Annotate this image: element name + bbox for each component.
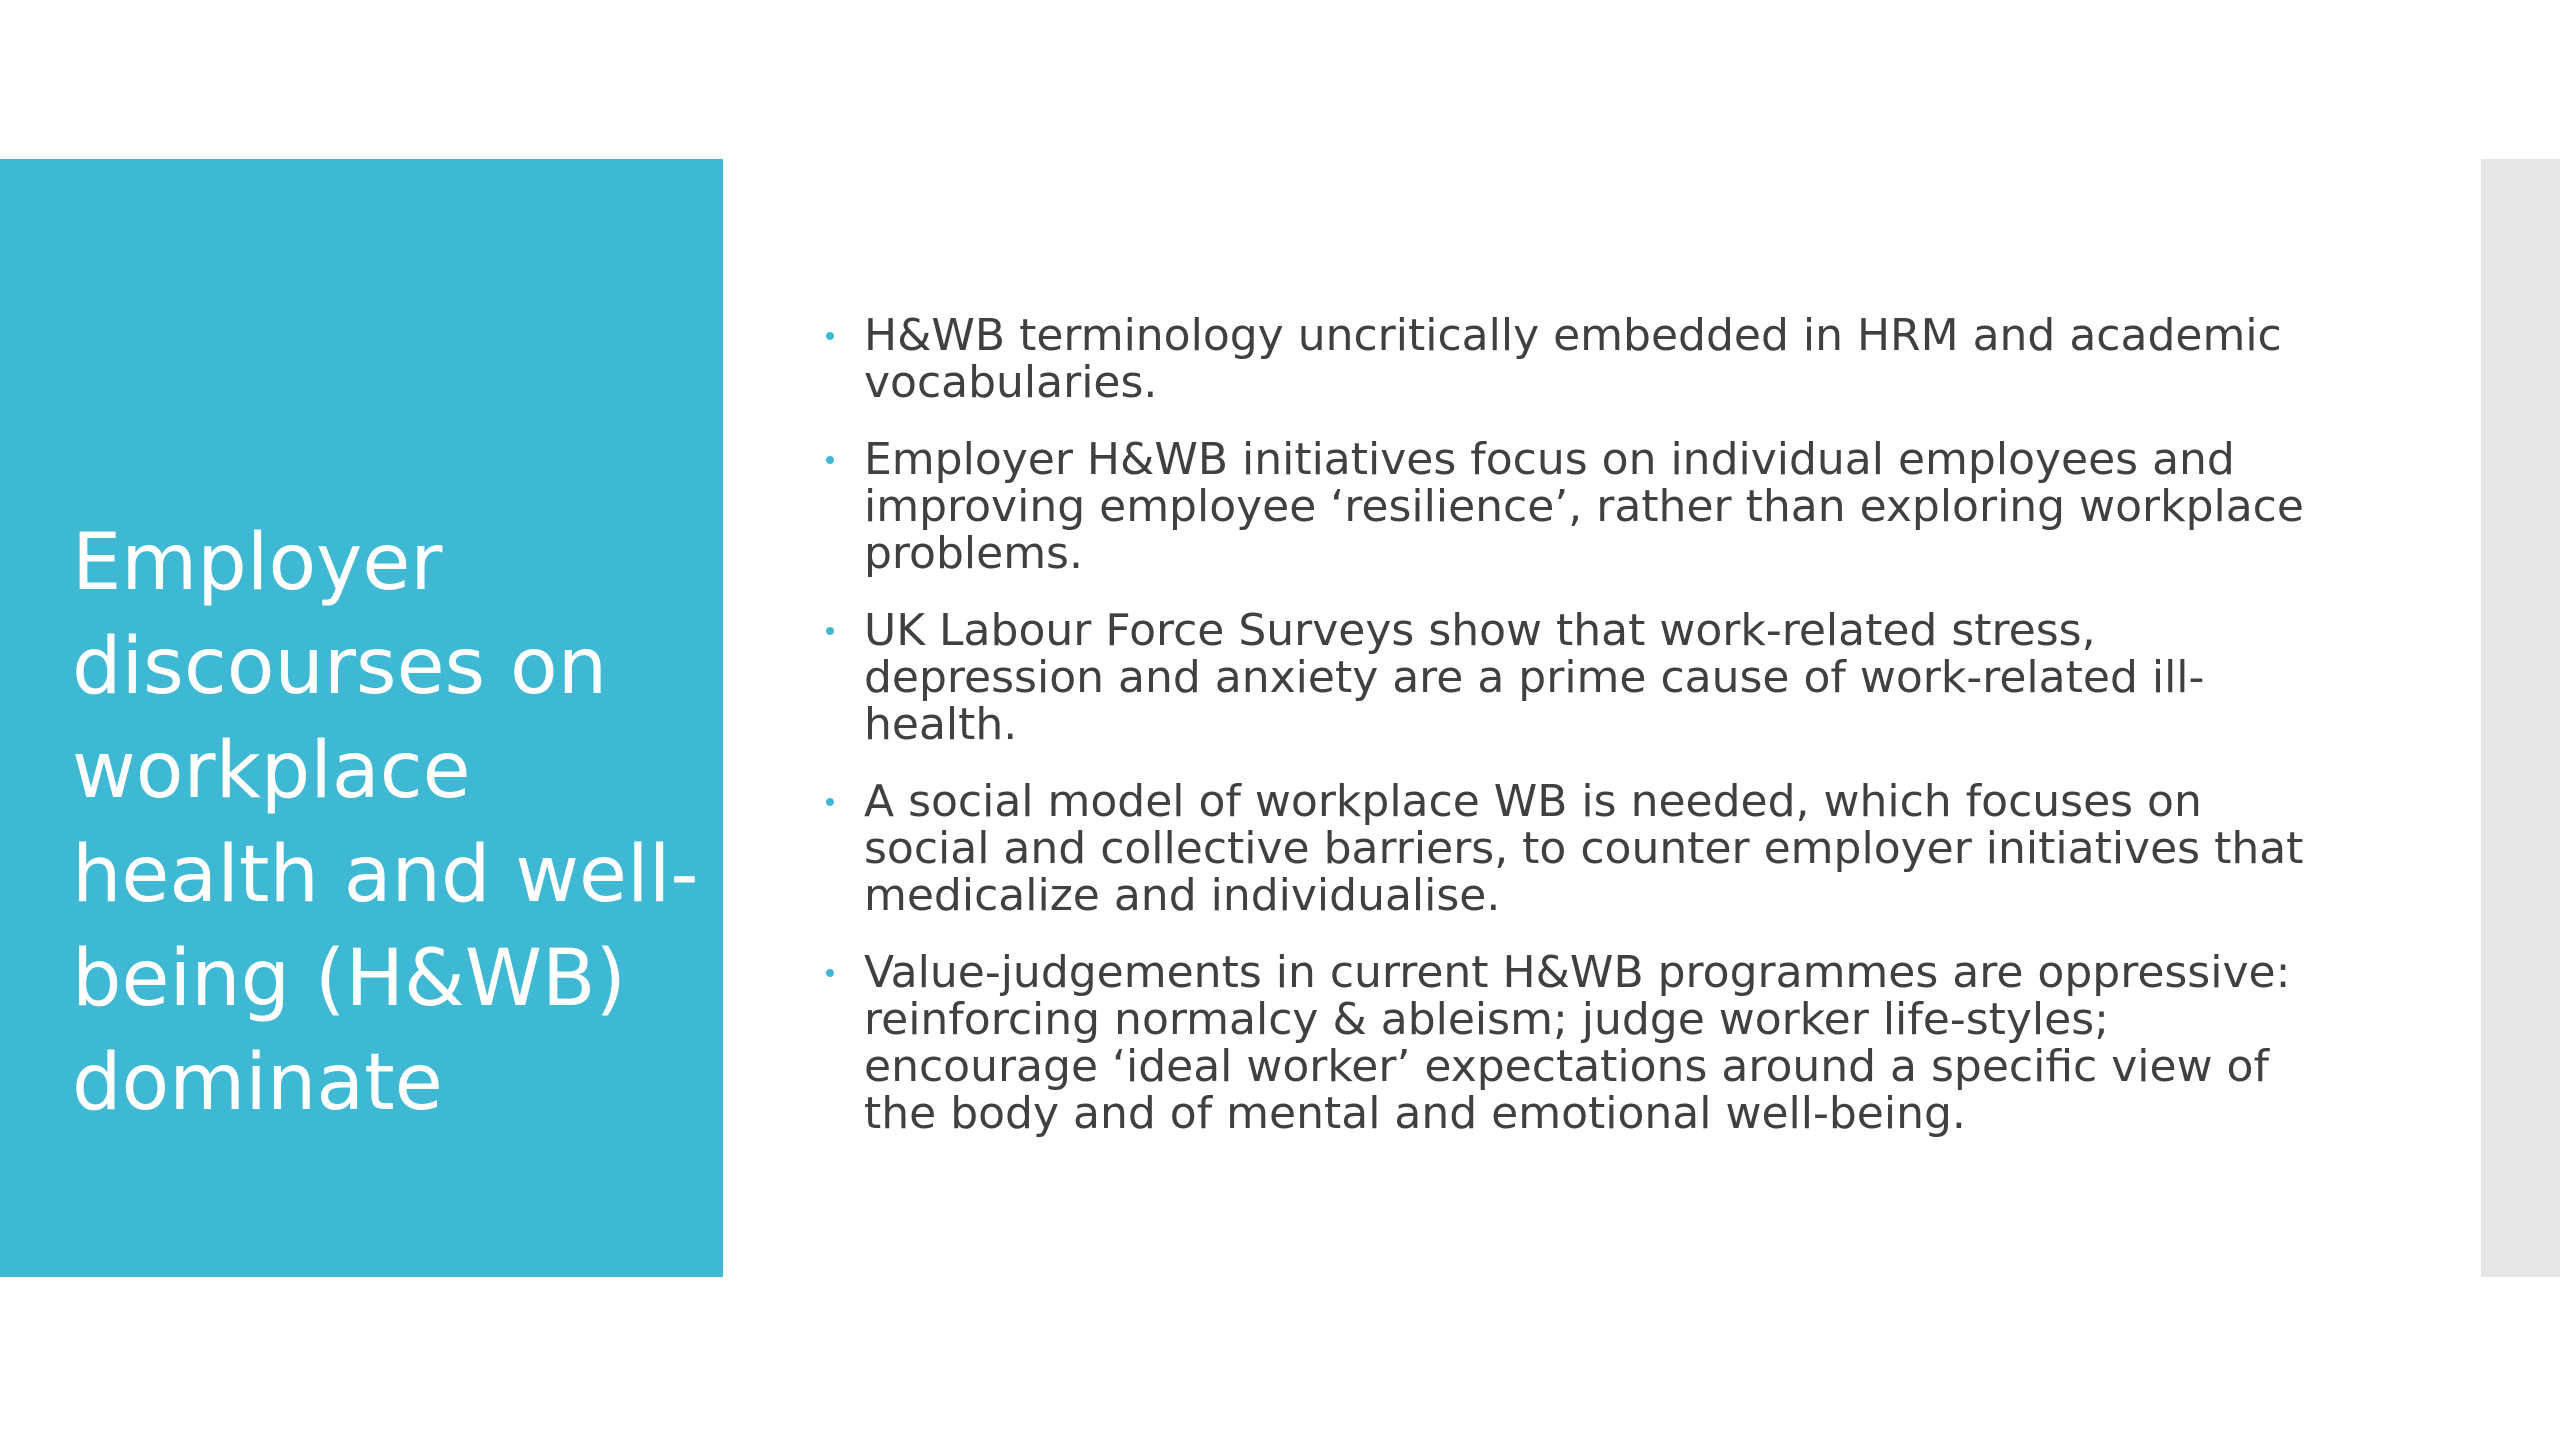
bullet-item <box>822 607 2322 748</box>
slide-title: Employer discourses on workplace health and well-being (H&WB) dominate <box>72 518 699 1128</box>
bullet-text: Value-judgements in current H&WB programmes are oppressive: reinforcing normalcy & ableism; judge worker life-styles; encourage ‘ideal worker’ expectations around a specific view of the body and of mental and emotional well-being. <box>864 947 2291 1139</box>
bullet-text: A social model of workplace WB is needed, which focuses on social and collective barriers, to counter employer initiatives that medicalize and individualise. <box>864 776 2304 921</box>
bullet-list <box>822 312 2322 1167</box>
bullet-item <box>822 312 2322 406</box>
bullet-item <box>822 778 2322 919</box>
title-panel <box>0 159 723 1277</box>
bullet-text: Employer H&WB initiatives focus on individual employees and improving employee ‘resilience’, rather than exploring workplace problems. <box>864 434 2304 579</box>
bullet-item <box>822 436 2322 577</box>
side-strip <box>2481 159 2560 1277</box>
bullet-dot-icon <box>826 627 834 635</box>
bullet-item <box>822 949 2322 1137</box>
bullet-dot-icon <box>826 798 834 806</box>
bullet-text: UK Labour Force Surveys show that work-related stress, depression and anxiety are a prime cause of work-related ill-health. <box>864 605 2205 750</box>
bullet-dot-icon <box>826 456 834 464</box>
bullet-dot-icon <box>826 332 834 340</box>
bullet-text: H&WB terminology uncritically embedded in HRM and academic vocabularies. <box>864 310 2282 408</box>
bullet-dot-icon <box>826 969 834 977</box>
